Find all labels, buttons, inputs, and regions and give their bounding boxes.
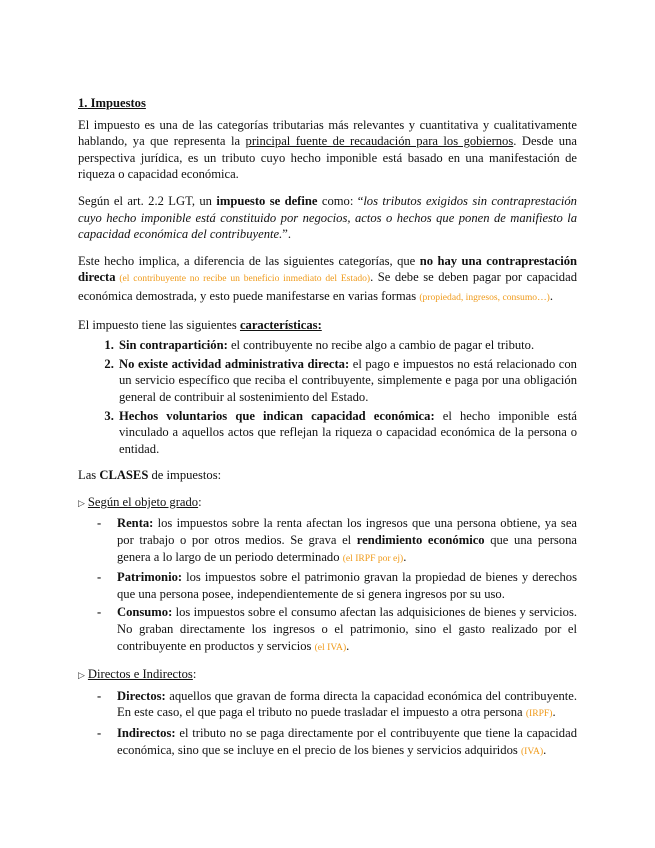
list-item — [97, 515, 577, 567]
item-note: (IVA) — [520, 745, 544, 757]
list-item — [97, 725, 577, 760]
classes-intro — [78, 467, 577, 484]
group-label-direct-indirect — [78, 666, 577, 685]
paragraph-legal-definition — [78, 193, 577, 243]
group-label-object — [78, 494, 577, 513]
item-text-end: . — [403, 549, 407, 564]
item-text: los impuestos sobre el patrimonio gravan la propiedad de bienes y derechos que una persona posee, independientemente de si genera ingresos por su uso. — [117, 570, 577, 601]
paragraph-definition-intro — [78, 117, 577, 183]
list-item — [117, 337, 577, 354]
p1-text: El impuesto es una de las categorías tributarias más relevantes y cuantitativa y cualitativamente hablando, ya que representa la — [78, 117, 577, 149]
classes-intro-bold: CLASES — [99, 468, 149, 483]
p3-note-forms: (propiedad, ingresos, consumo…) — [419, 291, 550, 303]
characteristics-intro-bold: características: — [239, 317, 322, 332]
list-item — [117, 356, 577, 406]
item-text-end: . — [552, 705, 556, 720]
list-item — [97, 569, 577, 602]
p3-text-end: . — [549, 288, 554, 303]
p2-text: Según el art. 2.2 LGT, un — [78, 193, 217, 208]
item-title: Sin contrapartición: — [119, 338, 228, 353]
p2-bold-text: impuesto se define — [216, 193, 318, 208]
p3-text-mid: . Se debe se deben pagar por capacidad económica demostrada, y esto puede manifestarse en varias formas — [78, 270, 577, 303]
dash-bullet: - — [97, 726, 102, 740]
item-title: No existe actividad administrativa directa: — [119, 356, 350, 371]
p2-text-end: ”. — [282, 227, 291, 242]
paragraph-no-counterpart — [78, 253, 577, 307]
characteristics-intro-text: El impuesto tiene las siguientes — [78, 317, 240, 332]
classes-intro-text: Las — [78, 468, 100, 483]
group-label-colon: : — [192, 667, 197, 682]
p3-bold-text: no hay una contraprestación directa — [78, 253, 577, 285]
item-text: el contribuyente no recibe algo a cambio de pagar el tributo. — [227, 338, 535, 353]
item-text-end: . — [543, 742, 547, 757]
classes-object-list — [78, 515, 577, 656]
classes-intro-text-end: de impuestos: — [148, 468, 222, 483]
item-title: Directos: — [117, 688, 166, 703]
item-title: Consumo: — [117, 605, 173, 620]
item-title: Indirectos: — [117, 726, 176, 740]
p3-text: Este hecho implica, a diferencia de las siguientes categorías, que — [78, 253, 420, 268]
item-text: aquellos que gravan de forma directa la capacidad económica del contribuyente. En este caso, el que paga el tributo no puede trasladar el impuesto a otra persona — [117, 688, 577, 720]
triangle-bullet-icon: ▷ — [78, 498, 85, 509]
p3-note: (el contribuyente no recibe un beneficio inmediato del Estado) — [115, 273, 371, 285]
item-text-cont: que una persona genera a lo largo de un periodo determinado — [117, 533, 577, 564]
item-text-end: . — [346, 638, 350, 653]
triangle-bullet-icon: ▷ — [78, 671, 85, 682]
item-note: (el IVA) — [314, 641, 347, 653]
list-item — [97, 604, 577, 656]
item-title: Renta: — [117, 516, 154, 531]
p1-underlined-text: principal fuente de recaudación para los gobiernos — [245, 134, 514, 149]
p1-text-end: . Desde una perspectiva jurídica, es un tributo cuyo hecho imponible está basado en una manifestación de riqueza o capacidad económica. — [78, 134, 577, 182]
group-label-text: Directos e Indirectos — [87, 667, 193, 682]
item-text: el tributo no se paga directamente por el contribuyente que tiene la capacidad económica, sino que se incluye en el precio de los bienes y servicios adquiridos — [117, 726, 577, 757]
group-label-colon: : — [198, 494, 202, 509]
item-note: (el IRPF por ej) — [342, 552, 404, 564]
item-title: Hechos voluntarios que indican capacidad económica: — [119, 408, 435, 423]
characteristics-intro — [78, 317, 577, 334]
classes-direct-list — [78, 688, 577, 760]
item-text: los impuestos sobre el consumo afectan las adquisiciones de bienes y servicios. No graban directamente los ingresos o el patrimonio, sino el gasto realizado por el contribuyente en productos y servicios — [117, 605, 577, 653]
dash-bullet: - — [97, 516, 102, 531]
dash-bullet: - — [97, 605, 102, 620]
p2-text-mid: como: “ — [317, 193, 364, 208]
p2-quote: los tributos exigidos sin contraprestación cuyo hecho imponible está constituido por negocios, actos o hechos que ponen de manifiesto la capacidad económica del contribuyente. — [78, 193, 577, 242]
item-note: (IRPF) — [525, 708, 553, 720]
section-title: 1. Impuestos — [78, 96, 146, 110]
list-item — [117, 408, 577, 458]
item-text: el hecho imponible está vinculado a aquellos actos que reflejan la riqueza o capacidad económica de la persona o entidad. — [119, 408, 577, 456]
characteristics-list — [78, 337, 577, 457]
dash-bullet: - — [97, 688, 102, 703]
dash-bullet: - — [97, 570, 102, 585]
list-item — [97, 688, 577, 723]
item-title: Patrimonio: — [117, 570, 183, 585]
item-text: los impuestos sobre la renta afectan los ingresos que una persona obtiene, ya sea por trabajo o por otros medios. Se grava el — [117, 516, 577, 548]
item-text: el pago e impuestos no está relacionado con un servicio específico que reciba el contribuyente, simplemente e paga por una obligación general de contribuir al sostenimiento del Estado. — [119, 356, 577, 404]
item-bold-text: rendimiento económico — [356, 533, 485, 548]
group-label-text: Según el objeto grado — [87, 494, 199, 509]
